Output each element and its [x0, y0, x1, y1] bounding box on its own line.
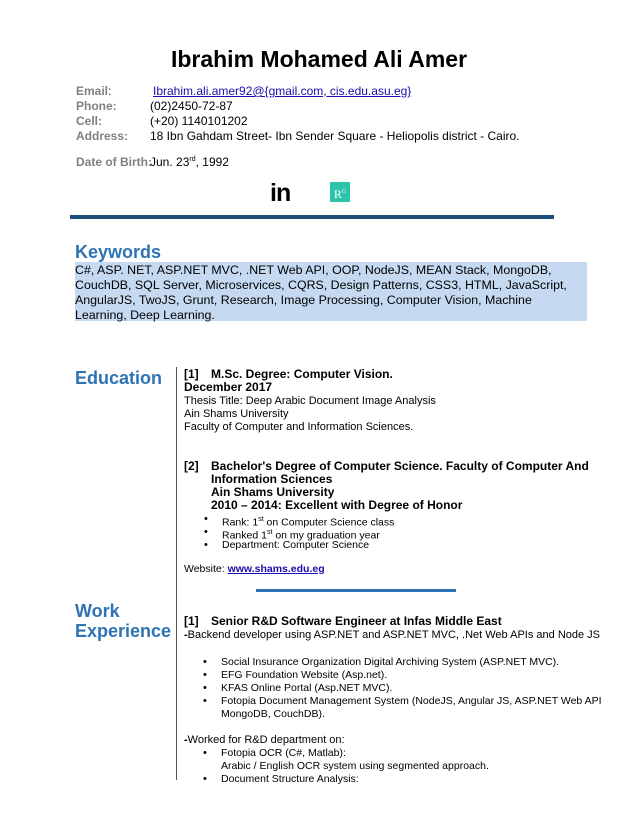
work-heading-line1: Work [75, 601, 120, 621]
edu-item2-title: Bachelor's Degree of Computer Science. Faculty of Computer And [211, 459, 589, 473]
keywords-list [75, 263, 587, 323]
section-vertical-divider [176, 367, 177, 780]
keywords-heading: Keywords [75, 242, 162, 262]
bullet-icon: • [203, 682, 207, 694]
bullet-icon: • [204, 539, 208, 551]
bullet-icon: • [203, 695, 207, 707]
work-rd-bullet: Fotopia OCR (C#, Matlab): [221, 747, 346, 759]
address-label: Address: [76, 129, 129, 143]
work-bullet: Social Insurance Organization Digital Archiving System (ASP.NET MVC). [221, 656, 560, 668]
edu-item2-number: [2] [184, 459, 199, 473]
bullet-icon: • [203, 656, 207, 668]
phone-value: (02)2450-72-87 [150, 99, 233, 113]
edu-item1-title: M.Sc. Degree: Computer Vision. [211, 367, 393, 381]
edu-bullet: Ranked 1st on my graduation year [222, 529, 380, 542]
edu-item1-date: December 2017 [184, 380, 273, 394]
bullet-icon: • [204, 526, 208, 538]
email-label: Email: [76, 84, 112, 98]
work-bullet: KFAS Online Portal (Asp.NET MVC). [221, 682, 393, 694]
work-rd-bullet-cont: Arabic / English OCR system using segmented approach. [221, 760, 489, 772]
bullet-icon: • [204, 513, 208, 525]
phone-label: Phone: [76, 99, 117, 113]
website-link[interactable]: www.shams.edu.eg [227, 563, 325, 575]
address-value: 18 Ibn Gahdam Street- Ibn Sender Square - Heliopolis district - Cairo. [150, 129, 520, 143]
work-heading-line2: Experience [75, 621, 172, 641]
work-bullet: EFG Foundation Website (Asp.net). [221, 669, 388, 681]
bullet-icon: • [203, 773, 207, 785]
work-bullet: Fotopia Document Management System (NodeJS, Angular JS, ASP.NET Web API [221, 695, 602, 707]
section-separator [256, 589, 456, 592]
bullet-icon: • [203, 669, 207, 681]
edu-item1-number: [1] [184, 367, 199, 381]
bullet-icon: • [203, 747, 207, 759]
education-heading: Education [75, 368, 163, 388]
cell-label: Cell: [76, 114, 103, 128]
linkedin-icon[interactable]: in [270, 179, 291, 207]
header-divider [70, 215, 554, 219]
work-item1-number: [1] [184, 614, 199, 628]
keywords-line: AngularJS, TwoJS, Grunt, Research, Image Processing, Computer Vision, Machine [75, 293, 532, 307]
candidate-name: Ibrahim Mohamed Ali Amer [170, 46, 468, 72]
cell-value: (+20) 1140101202 [150, 114, 248, 128]
edu-item2-dates: 2010 – 2014: Excellent with Degree of Honor [211, 498, 463, 512]
keywords-line: C#, ASP. NET, ASP.NET MVC, .NET Web API, OOP, NodeJS, MEAN Stack, MongoDB, [75, 263, 552, 277]
work-item1-title: Senior R&D Software Engineer at Infas Middle East [211, 614, 502, 628]
edu-item2-university: Ain Shams University [211, 485, 335, 499]
email-link[interactable]: Ibrahim.ali.amer92@{gmail.com, cis.edu.asu.eg} [153, 84, 412, 98]
work-rd-intro: -Worked for R&D department on: [184, 734, 345, 746]
dob-label: Date of Birth: [76, 155, 152, 169]
work-item1-intro: -Backend developer using ASP.NET and ASP.NET MVC, .Net Web APIs and Node JS [184, 629, 601, 641]
work-bullet-cont: MongoDB, CouchDB). [221, 708, 325, 720]
edu-item1-faculty: Faculty of Computer and Information Sciences. [184, 421, 414, 433]
edu-bullet: Rank: 1st on Computer Science class [222, 516, 395, 529]
edu-bullet: Department: Computer Science [222, 539, 370, 551]
keywords-line: CouchDB, SQL Server, Microservices, CQRS, Design Patterns, CSS3, HTML, JavaScript, [75, 278, 567, 292]
website-line: Website: www.shams.edu.eg [184, 563, 325, 575]
keywords-line: Learning, Deep Learning. [75, 308, 215, 322]
edu-item1-thesis: Thesis Title: Deep Arabic Document Image Analysis [184, 395, 436, 407]
edu-item1-university: Ain Shams University [184, 408, 289, 420]
researchgate-icon[interactable]: $R^G$ [330, 182, 350, 202]
work-rd-bullet: Document Structure Analysis: [221, 773, 359, 785]
dob-value: Jun. 23rd, 1992 [150, 155, 229, 169]
edu-item2-title-cont: Information Sciences [211, 472, 333, 486]
